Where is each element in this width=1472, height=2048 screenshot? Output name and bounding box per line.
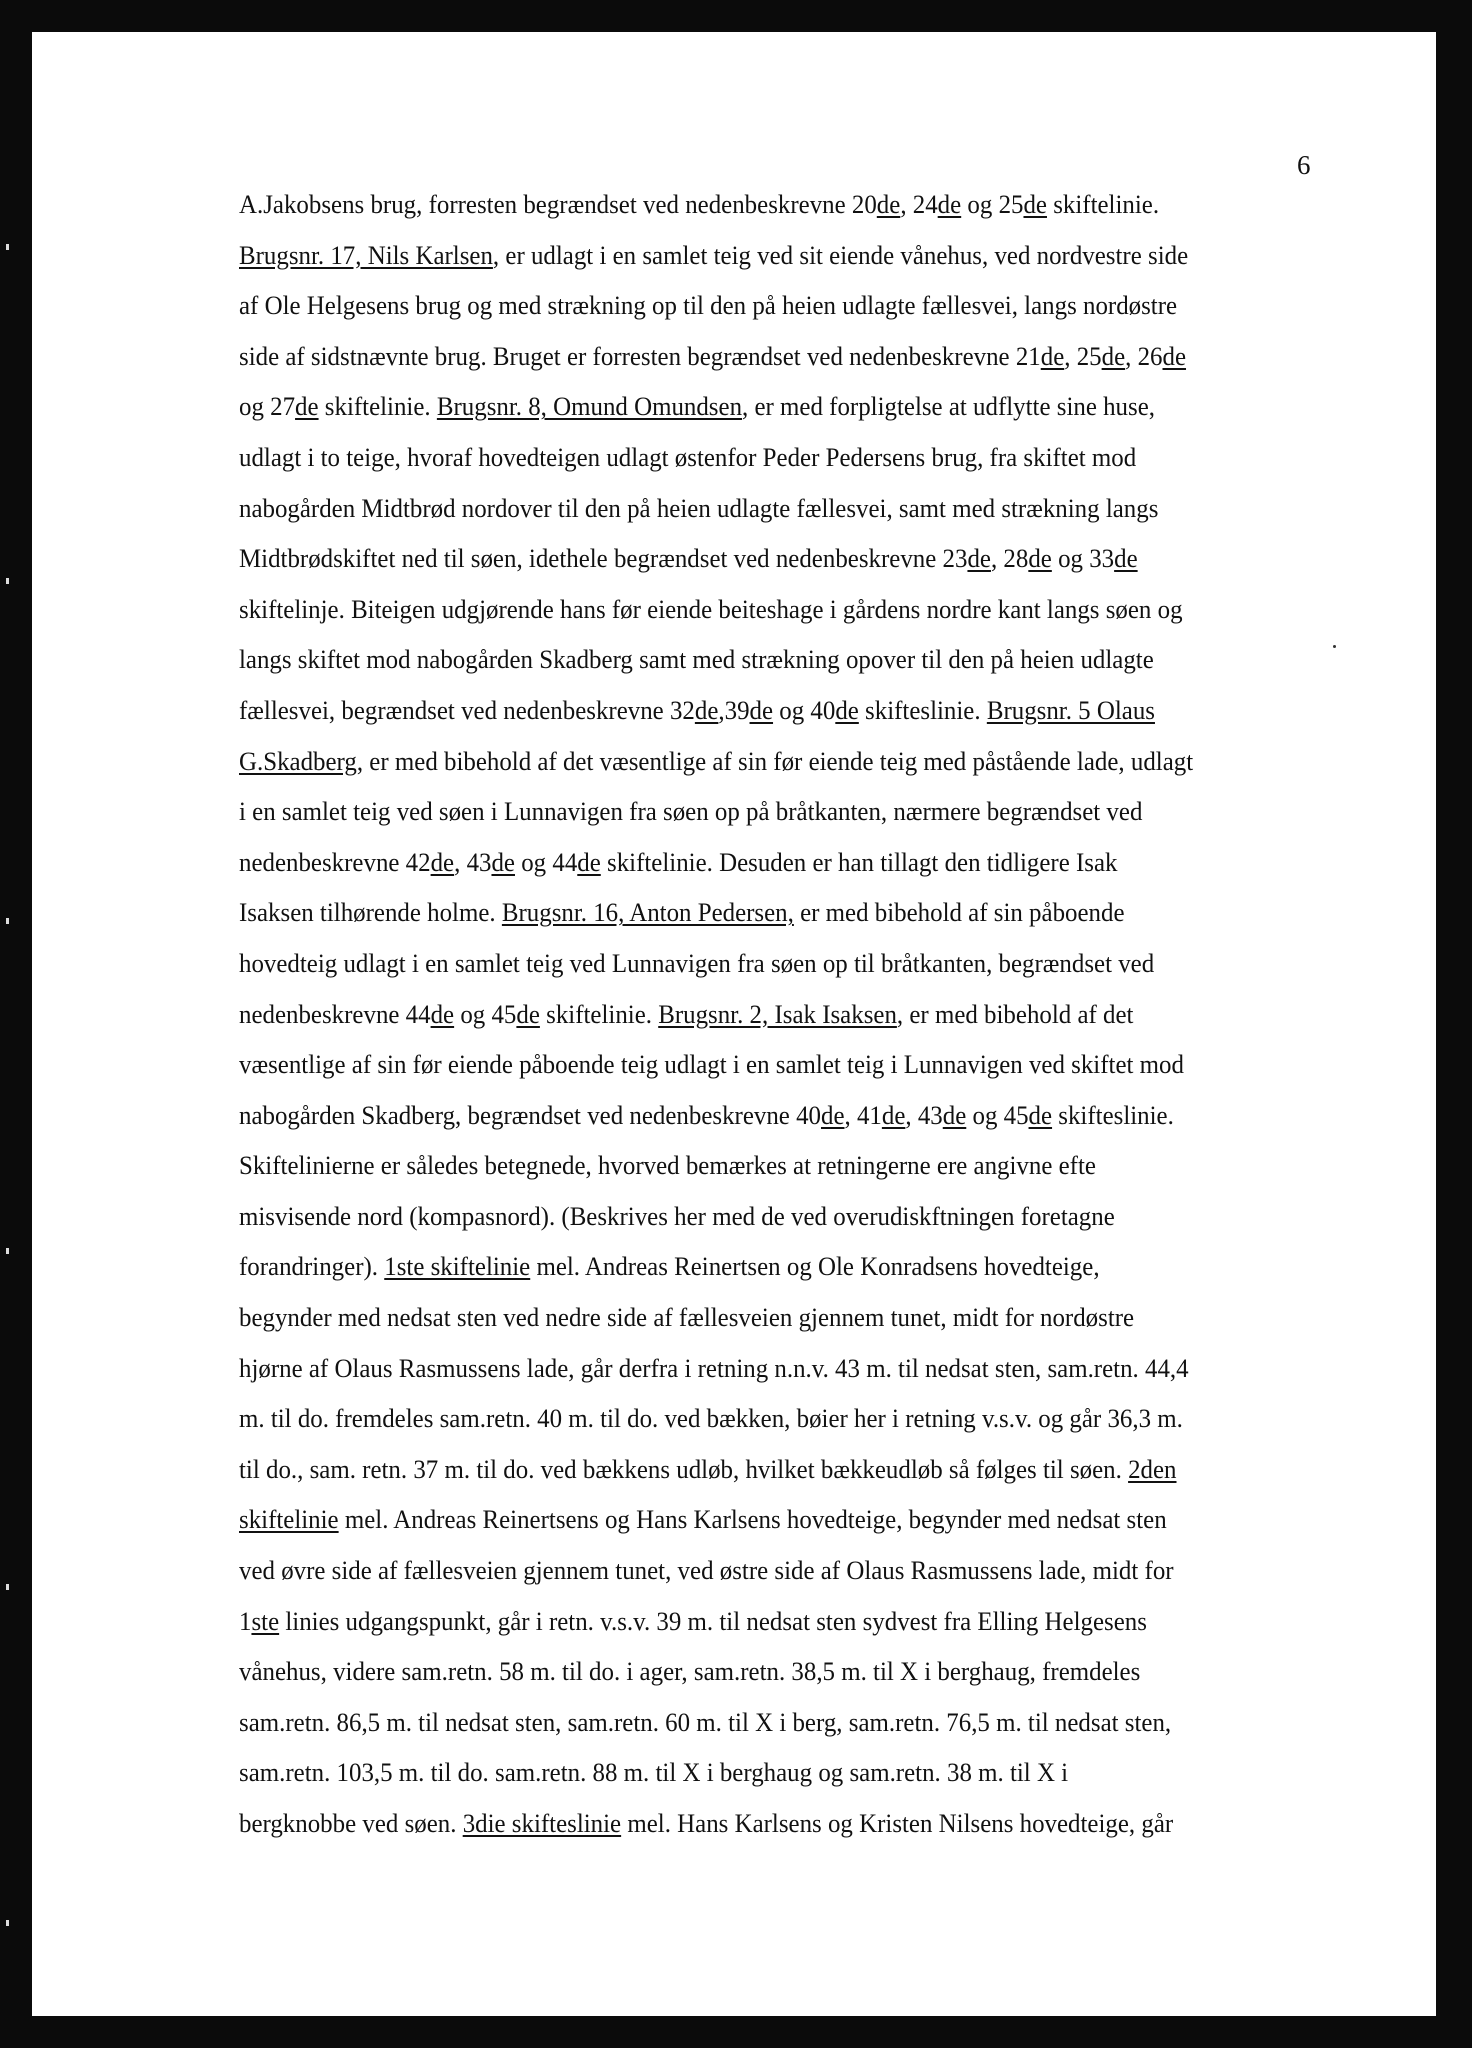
text-line (239, 1346, 1292, 1397)
text-run: og 25 (961, 189, 1024, 219)
text-run: er med bibehold af sin påboende (793, 897, 1125, 928)
scan-speck (6, 918, 9, 924)
text-run: skifteslinie. (858, 694, 987, 725)
text-run: , er med forpligtelse at udflytte sine huse, (742, 391, 1156, 422)
text-run: vånehus, videre sam.retn. 58 m. til do. i ager, sam.retn. 38,5 m. til X i berghaug, fremdeles (239, 1656, 1141, 1687)
text-run: skiftelinie. (539, 998, 659, 1029)
text-line (239, 334, 1292, 385)
text-line (239, 739, 1292, 790)
underlined-text: de (835, 694, 859, 725)
text-run: mel. Hans Karlsens og Kristen Nilsens hovedteige, går (621, 1808, 1174, 1838)
text-run: hjørne af Olaus Rasmussens lade, går derfra i retning n.n.v. 43 m. til nedsat sten, sam.retn. 44,4 (239, 1352, 1189, 1383)
text-run: A.Jakobsens brug, forresten begrændset ved nedenbeskrevne 20 (239, 189, 877, 219)
document-page (32, 32, 1436, 2016)
underlined-text: skiftelinie (239, 1504, 339, 1535)
underlined-text: 3die skifteslinie (462, 1808, 622, 1838)
text-run: begynder med nedsat sten ved nedre side af fællesveien gjennem tunet, midt for nordøstre (239, 1302, 1135, 1333)
text-line (239, 1042, 1292, 1093)
underlined-text: ste (251, 1605, 280, 1636)
text-run: Isaksen tilhørende holme. (239, 897, 502, 928)
text-line (239, 1801, 1292, 1852)
text-run: og 44 (514, 846, 578, 877)
text-run: Midtbrødskiftet ned til søen, idethele begrændset ved nedenbeskrevne 23 (239, 543, 968, 574)
text-line (239, 384, 1292, 435)
underlined-text: de (1028, 543, 1052, 574)
text-line (239, 182, 1292, 233)
text-line (239, 233, 1292, 284)
text-line (239, 283, 1292, 334)
text-run: nedenbeskrevne 42 (239, 846, 431, 877)
text-run: sam.retn. 86,5 m. til nedsat sten, sam.retn. 60 m. til X i berg, sam.retn. 76,5 m. til nedsat sten, (239, 1706, 1172, 1737)
text-run: bergknobbe ved søen. (239, 1808, 463, 1838)
underlined-text: de (694, 694, 719, 725)
text-run: udlagt i to teige, hvoraf hovedteigen udlagt østenfor Peder Pedersens brug, fra skiftet mod (239, 441, 1137, 472)
text-line (239, 1700, 1292, 1751)
text-run: langs skiftet mod nabogården Skadberg samt med strækning opover til den på heien udlagte (239, 644, 1154, 675)
text-run: i en samlet teig ved søen i Lunnavigen fra søen op på bråtkanten, nærmere begrændset ved (239, 796, 1143, 827)
text-run: sam.retn. 103,5 m. til do. sam.retn. 88 m. til X i berghaug og sam.retn. 38 m. til X i (239, 1757, 1069, 1788)
text-line (239, 536, 1292, 587)
scan-speck (6, 244, 9, 250)
underlined-text: de (876, 189, 901, 219)
text-run: , 41 (844, 1099, 882, 1130)
text-run: mel. Andreas Reinertsens og Hans Karlsens hovedteige, begynder med nedsat sten (338, 1504, 1167, 1535)
text-run: ,39 (718, 694, 750, 725)
text-line (239, 637, 1292, 688)
text-run: og 45 (454, 998, 517, 1029)
text-line (239, 1649, 1292, 1700)
text-line (239, 840, 1292, 891)
text-run: Skiftelinierne er således betegnede, hvorved bemærkes at retningerne ere angivne efte (239, 1150, 1096, 1181)
scan-speck (6, 578, 9, 584)
underlined-text: de (430, 998, 455, 1029)
text-line (239, 1093, 1292, 1144)
underlined-text: de (937, 189, 962, 219)
underlined-text: de (516, 998, 540, 1029)
text-run: mel. Andreas Reinertsen og Ole Konradsens hovedteige, (530, 1251, 1100, 1282)
document-body (239, 182, 1292, 1852)
text-run: væsentlige af sin før eiende påboende teig udlagt i en samlet teig i Lunnavigen ved skiftet mod (239, 1049, 1184, 1080)
underlined-text: de (1040, 340, 1065, 371)
underlined-text: de (942, 1099, 967, 1130)
text-run: til do., sam. retn. 37 m. til do. ved bækkens udløb, hvilket bækkeudløb så følges til søen. (239, 1453, 1129, 1484)
page-number: 6 (1297, 150, 1311, 180)
text-line (239, 688, 1292, 739)
text-line (239, 1548, 1292, 1599)
text-run: nedenbeskrevne 44 (239, 998, 431, 1029)
underlined-text: de (1114, 543, 1138, 574)
text-run: , 24 (900, 189, 938, 219)
underlined-text: de (881, 1099, 906, 1130)
underlined-text: de (1101, 340, 1126, 371)
underlined-text: Brugsnr. 2, Isak Isaksen (658, 998, 897, 1029)
underlined-text: Brugsnr. 5 Olaus (986, 694, 1155, 725)
scan-speck (6, 1584, 9, 1590)
underlined-text: de (1028, 1099, 1053, 1130)
text-line (239, 992, 1292, 1043)
text-run: , 43 (905, 1099, 943, 1130)
text-run: , er med bibehold af det (896, 998, 1134, 1029)
text-run: m. til do. fremdeles sam.retn. 40 m. til do. ved bækken, bøier her i retning v.s.v. og går 36,3 m. (239, 1403, 1183, 1434)
text-run: forandringer). (239, 1251, 385, 1282)
text-run: skiftelinie. Desuden er han tillagt den tidligere Isak (600, 846, 1118, 877)
text-run: , 28 (990, 543, 1029, 574)
text-run: , 26 (1125, 340, 1163, 371)
text-run: og 27 (239, 391, 296, 422)
text-line (239, 1295, 1292, 1346)
text-run: skiftelinje. Biteigen udgjørende hans før eiende beiteshage i gårdens nordre kant langs søen og (239, 593, 1183, 624)
text-line (239, 1447, 1292, 1498)
underlined-text: de (295, 391, 319, 422)
text-line (239, 1244, 1292, 1295)
text-line (239, 1194, 1292, 1245)
text-run: , 25 (1064, 340, 1102, 371)
text-run: skiftelinie. (1046, 189, 1160, 219)
text-run: side af sidstnævnte brug. Bruget er forresten begrændset ved nedenbeskrevne 21 (239, 340, 1041, 371)
underlined-text: de (820, 1099, 845, 1130)
text-line (239, 1497, 1292, 1548)
underlined-text: 2den (1128, 1453, 1177, 1484)
underlined-text: G.Skadberg (239, 745, 357, 776)
text-run: skiftelinie. (318, 391, 437, 422)
text-run: nabogården Midtbrød nordover til den på heien udlagte fællesvei, samt med strækning langs (239, 492, 1159, 523)
underlined-text: de (577, 846, 601, 877)
ink-speck (1333, 645, 1336, 648)
underlined-text: de (749, 694, 774, 725)
text-run: linies udgangspunkt, går i retn. v.s.v. 39 m. til nedsat sten sydvest fra Elling Helgesens (279, 1605, 1147, 1636)
underlined-text: Brugsnr. 17, Nils Karlsen (239, 239, 493, 270)
underlined-text: de (491, 846, 515, 877)
scan-speck (6, 1248, 9, 1254)
text-run: hovedteig udlagt i en samlet teig ved Lunnavigen fra søen op til bråtkanten, begrændset ved (239, 947, 1155, 978)
text-line (239, 1750, 1292, 1801)
text-line (239, 1143, 1292, 1194)
underlined-text: de (967, 543, 991, 574)
text-run: misvisende nord (kompasnord). (Beskrives her med de ved overudiskftningen foretagne (239, 1200, 1115, 1231)
text-run: fællesvei, begrændset ved nedenbeskrevne 32 (239, 694, 695, 725)
text-run: 1 (239, 1605, 252, 1636)
underlined-text: de (1162, 340, 1187, 371)
scan-speck (6, 1920, 9, 1926)
text-run: og 33 (1051, 543, 1115, 574)
text-line (239, 941, 1292, 992)
text-run: og 40 (773, 694, 836, 725)
text-line (239, 890, 1292, 941)
text-run: og 45 (966, 1099, 1029, 1130)
text-run: , er udlagt i en samlet teig ved sit eiende vånehus, ved nordvestre side (492, 239, 1189, 270)
underlined-text: 1ste skiftelinie (384, 1251, 531, 1282)
text-run: skifteslinie. (1052, 1099, 1174, 1130)
text-run: , 43 (454, 846, 492, 877)
text-line (239, 587, 1292, 638)
text-line (239, 789, 1292, 840)
underlined-text: Brugsnr. 16, Anton Pedersen, (501, 897, 794, 928)
text-line (239, 486, 1292, 537)
text-line (239, 435, 1292, 486)
underlined-text: de (1023, 189, 1047, 219)
underlined-text: Brugsnr. 8, Omund Omundsen (436, 391, 743, 422)
text-run: , er med bibehold af det væsentlige af sin før eiende teig med påstående lade, udlagt (356, 745, 1194, 776)
text-run: af Ole Helgesens brug og med strækning op til den på heien udlagte fællesvei, langs nordøstre (239, 290, 1178, 321)
text-line (239, 1599, 1292, 1650)
text-run: ved øvre side af fællesveien gjennem tunet, ved østre side af Olaus Rasmussens lade, midt for (239, 1555, 1174, 1586)
underlined-text: de (430, 846, 455, 877)
text-line (239, 1396, 1292, 1447)
text-run: nabogården Skadberg, begrændset ved nedenbeskrevne 40 (239, 1099, 821, 1130)
